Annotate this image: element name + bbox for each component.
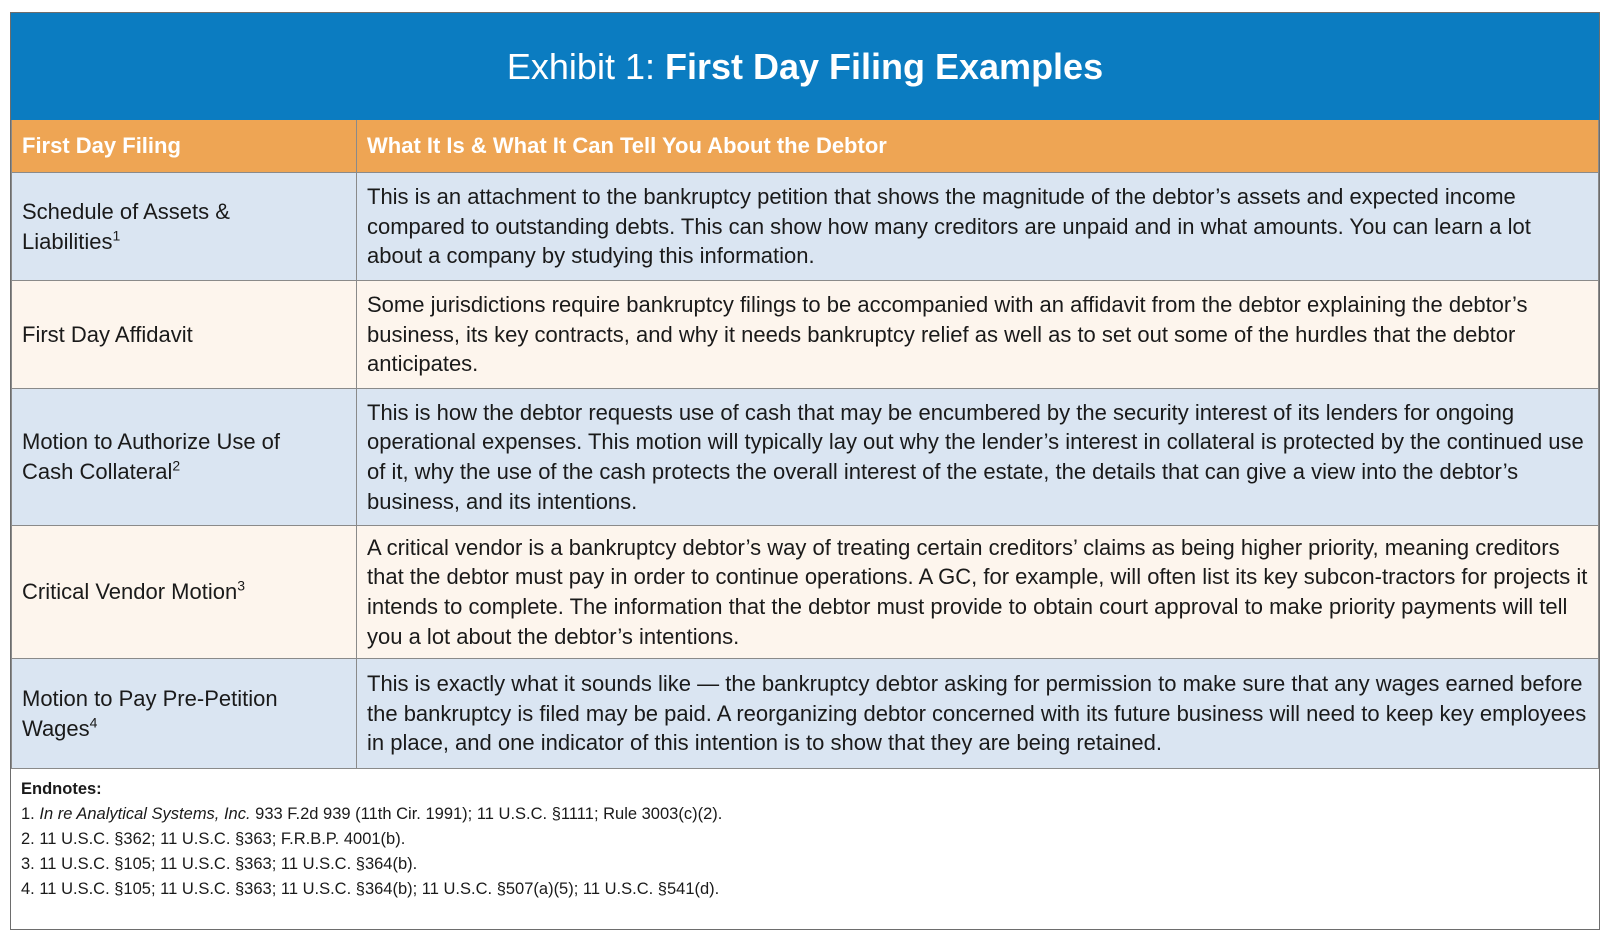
exhibit-title: First Day Filing Examples (664, 45, 1104, 87)
endnote-ref: 2 (172, 457, 181, 474)
column-header-description: What It Is & What It Can Tell You About the Debtor (357, 120, 1599, 173)
filing-description: This is an attachment to the bankruptcy petition that shows the magnitude of the debtor’s assets and expected income compared to outstanding debts. This can show how many creditors are unpaid and in what amounts. You can learn a lot about a company by studying this information. (357, 173, 1599, 281)
filing-description: This is how the debtor requests use of cash that may be encumbered by the security interest of its lenders for ongoing operational expenses. This motion will typically lay out why the lender’s interest in collateral is protected by the continued use of it, why the use of the cash protects the overall interest of the estate, the details that can give a view into the debtor’s business, and its intentions. (357, 389, 1599, 526)
column-header-filing: First Day Filing (12, 120, 357, 173)
exhibit-title-bar (11, 13, 1599, 120)
exhibit-table-card (10, 12, 1600, 930)
endnote-text: 11 U.S.C. §105; 11 U.S.C. §363; 11 U.S.C. §364(b). (39, 855, 418, 873)
filing-name: First Day Affidavit (22, 321, 193, 347)
table-row (12, 659, 1599, 769)
filing-name: Schedule of Assets & Liabilities (22, 198, 230, 254)
filing-name-cell (12, 526, 357, 659)
endnote-ref: 4 (89, 714, 98, 731)
filing-name-cell (12, 173, 357, 281)
filing-description: Some jurisdictions require bankruptcy filings to be accompanied with an affidavit from the debtor explaining the debtor’s business, its key contracts, and why it needs bankruptcy relief as well as to set out some of the hurdles that the debtor anticipates. (357, 281, 1599, 389)
endnote-text: 933 F.2d 939 (11th Cir. 1991); 11 U.S.C. §1111; Rule 3003(c)(2). (255, 805, 723, 823)
filing-name-cell (12, 389, 357, 526)
filing-name-cell (12, 659, 357, 769)
endnote-item (21, 877, 1589, 902)
table-header-row (12, 120, 1599, 173)
filing-description: A critical vendor is a bankruptcy debtor’s way of treating certain creditors’ claims as being higher priority, meaning creditors that the debtor must pay in order to continue operations. A GC, for example, will often list its key subcon-tractors for projects it intends to complete. The information that the debtor must provide to obtain court approval to make priority payments will tell you a lot about the debtor’s intentions. (357, 526, 1599, 659)
endnote-item (21, 827, 1589, 852)
endnotes-title: Endnotes: (21, 780, 102, 798)
table-row (12, 526, 1599, 659)
table-row (12, 173, 1599, 281)
endnotes-section (11, 769, 1599, 908)
filings-table (11, 120, 1599, 769)
filing-name: Motion to Pay Pre-Petition Wages (22, 685, 278, 741)
table-row (12, 281, 1599, 389)
filing-name: Critical Vendor Motion (22, 579, 238, 605)
endnote-item (21, 852, 1589, 877)
endnote-text: 11 U.S.C. §105; 11 U.S.C. §363; 11 U.S.C. §364(b); 11 U.S.C. §507(a)(5); 11 U.S.C. §541(d). (39, 880, 720, 898)
endnote-number: 1. (21, 805, 35, 823)
endnote-case-citation: In re Analytical Systems, Inc. (39, 805, 251, 823)
endnote-text: 11 U.S.C. §362; 11 U.S.C. §363; F.R.B.P. 4001(b). (39, 830, 406, 848)
endnote-number: 4. (21, 880, 35, 898)
filing-name-cell (12, 281, 357, 389)
endnote-item (21, 802, 1589, 827)
endnote-number: 2. (21, 830, 35, 848)
table-row (12, 389, 1599, 526)
filing-description: This is exactly what it sounds like — the bankruptcy debtor asking for permission to make sure that any wages earned before the bankruptcy is filed may be paid. A reorganizing debtor concerned with its future business will need to keep key employees in place, and one indicator of this intention is to show that they are being retained. (357, 659, 1599, 769)
endnote-ref: 1 (112, 227, 121, 244)
endnote-number: 3. (21, 855, 35, 873)
endnote-ref: 3 (237, 577, 246, 594)
filing-name: Motion to Authorize Use of Cash Collateral (22, 429, 281, 484)
exhibit-title-prefix: Exhibit 1: (506, 45, 655, 87)
